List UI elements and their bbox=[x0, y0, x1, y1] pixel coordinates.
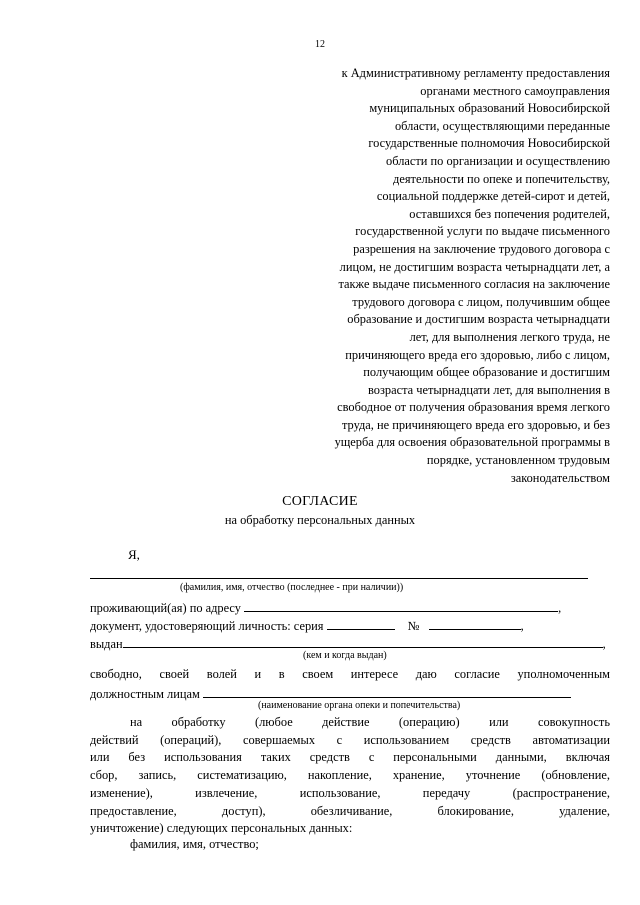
header-line: также выдаче письменного согласия на заключение bbox=[338, 277, 610, 292]
header-line: труда, не причиняющего вреда его здоровью, и без bbox=[341, 417, 610, 432]
officials-label: должностным лицам bbox=[90, 687, 200, 701]
header-line: разрешения на заключение трудового договора с bbox=[353, 241, 610, 256]
processing-paragraph bbox=[90, 714, 610, 838]
header-line: лицом, не достигшим возраста четырнадцати лет, а bbox=[339, 259, 610, 274]
header-line: государственные полномочия Новосибирской bbox=[368, 136, 610, 151]
page-number: 12 bbox=[315, 39, 325, 50]
paragraph-line: уничтожение) следующих персональных данных: bbox=[90, 821, 353, 836]
paragraph-line: или без использования таких средств с персональными данными, включая bbox=[90, 750, 610, 765]
header-line: ущерба для освоения образовательной программы в bbox=[334, 435, 610, 450]
header-line: области по организации и осуществлению bbox=[386, 153, 610, 168]
paragraph-line: сбор, запись, систематизацию, накопление, хранение, уточнение (обновление, bbox=[90, 768, 610, 783]
document-subtitle: на обработку персональных данных bbox=[224, 513, 416, 527]
appendix-header bbox=[250, 65, 610, 487]
ya-label: Я, bbox=[128, 547, 140, 562]
comma: , bbox=[558, 601, 562, 615]
address-label: проживающий(ая) по адресу bbox=[90, 601, 241, 615]
address-row bbox=[90, 599, 610, 616]
header-line: причиняющего вреда его здоровью, либо с лицом, bbox=[345, 347, 610, 362]
header-line: к Административному регламенту предоставления bbox=[341, 66, 610, 80]
paragraph-line: изменение), извлечение, использование, передачу (распространение, bbox=[90, 785, 610, 800]
consent-line: свободно, своей волей и в своем интересе даю согласие уполномоченным bbox=[90, 667, 610, 681]
issued-input[interactable] bbox=[123, 635, 603, 648]
header-line: области, осуществляющими переданные bbox=[394, 118, 610, 133]
paragraph-line: на обработку (любое действие (операцию) или совокупность bbox=[130, 715, 610, 729]
fio-hint: (фамилия, имя, отчество (последнее - при наличии)) bbox=[180, 582, 404, 593]
comma: , bbox=[602, 637, 606, 651]
header-line: свободное от получения образования время легкого bbox=[337, 400, 610, 415]
fio-list-item: фамилия, имя, отчество; bbox=[130, 837, 259, 851]
paragraph-line: предоставление, доступ), обезличивание, блокирование, удаление, bbox=[90, 803, 610, 818]
comma: , bbox=[520, 619, 524, 633]
fio-underline[interactable] bbox=[90, 566, 588, 579]
header-line: образование и достигшим возраста четырнадцати bbox=[347, 312, 610, 327]
document-row bbox=[90, 617, 610, 634]
header-line: оставшихся без попечения родителей, bbox=[409, 206, 610, 221]
number-input[interactable] bbox=[429, 617, 521, 630]
header-line: деятельности по опеке и попечительству, bbox=[393, 171, 610, 186]
organ-hint: (наименование органа опеки и попечительства) bbox=[258, 700, 461, 711]
number-sign: № bbox=[407, 619, 420, 633]
issued-label: выдан bbox=[90, 637, 123, 651]
address-input[interactable] bbox=[244, 599, 558, 612]
header-line: порядке, установленном трудовым bbox=[426, 453, 610, 468]
issued-hint: (кем и когда выдан) bbox=[303, 650, 387, 661]
header-line: государственной услуги по выдаче письменного bbox=[355, 224, 610, 239]
header-line: получающим общее образование и достигшим bbox=[363, 365, 610, 380]
organ-input[interactable] bbox=[203, 685, 571, 698]
series-input[interactable] bbox=[327, 617, 395, 630]
header-line: трудового договора с лицом, получившим общее bbox=[352, 294, 610, 309]
header-line: органами местного самоуправления bbox=[420, 83, 610, 98]
header-line: социальной поддержке детей-сирот и детей, bbox=[376, 189, 610, 204]
paragraph-line: действий (операций), совершаемых с использованием средств автоматизации bbox=[90, 732, 610, 747]
document-title: СОГЛАСИЕ bbox=[282, 494, 358, 509]
header-line: лет, для выполнения легкого труда, не bbox=[409, 329, 610, 344]
document-label: документ, удостоверяющий личность: серия bbox=[90, 619, 324, 633]
fio-field-line[interactable] bbox=[90, 566, 610, 583]
header-line: законодательством bbox=[510, 470, 610, 485]
header-line: муниципальных образований Новосибирской bbox=[369, 101, 610, 116]
header-line: возраста четырнадцати лет, для выполнения в bbox=[368, 382, 610, 397]
